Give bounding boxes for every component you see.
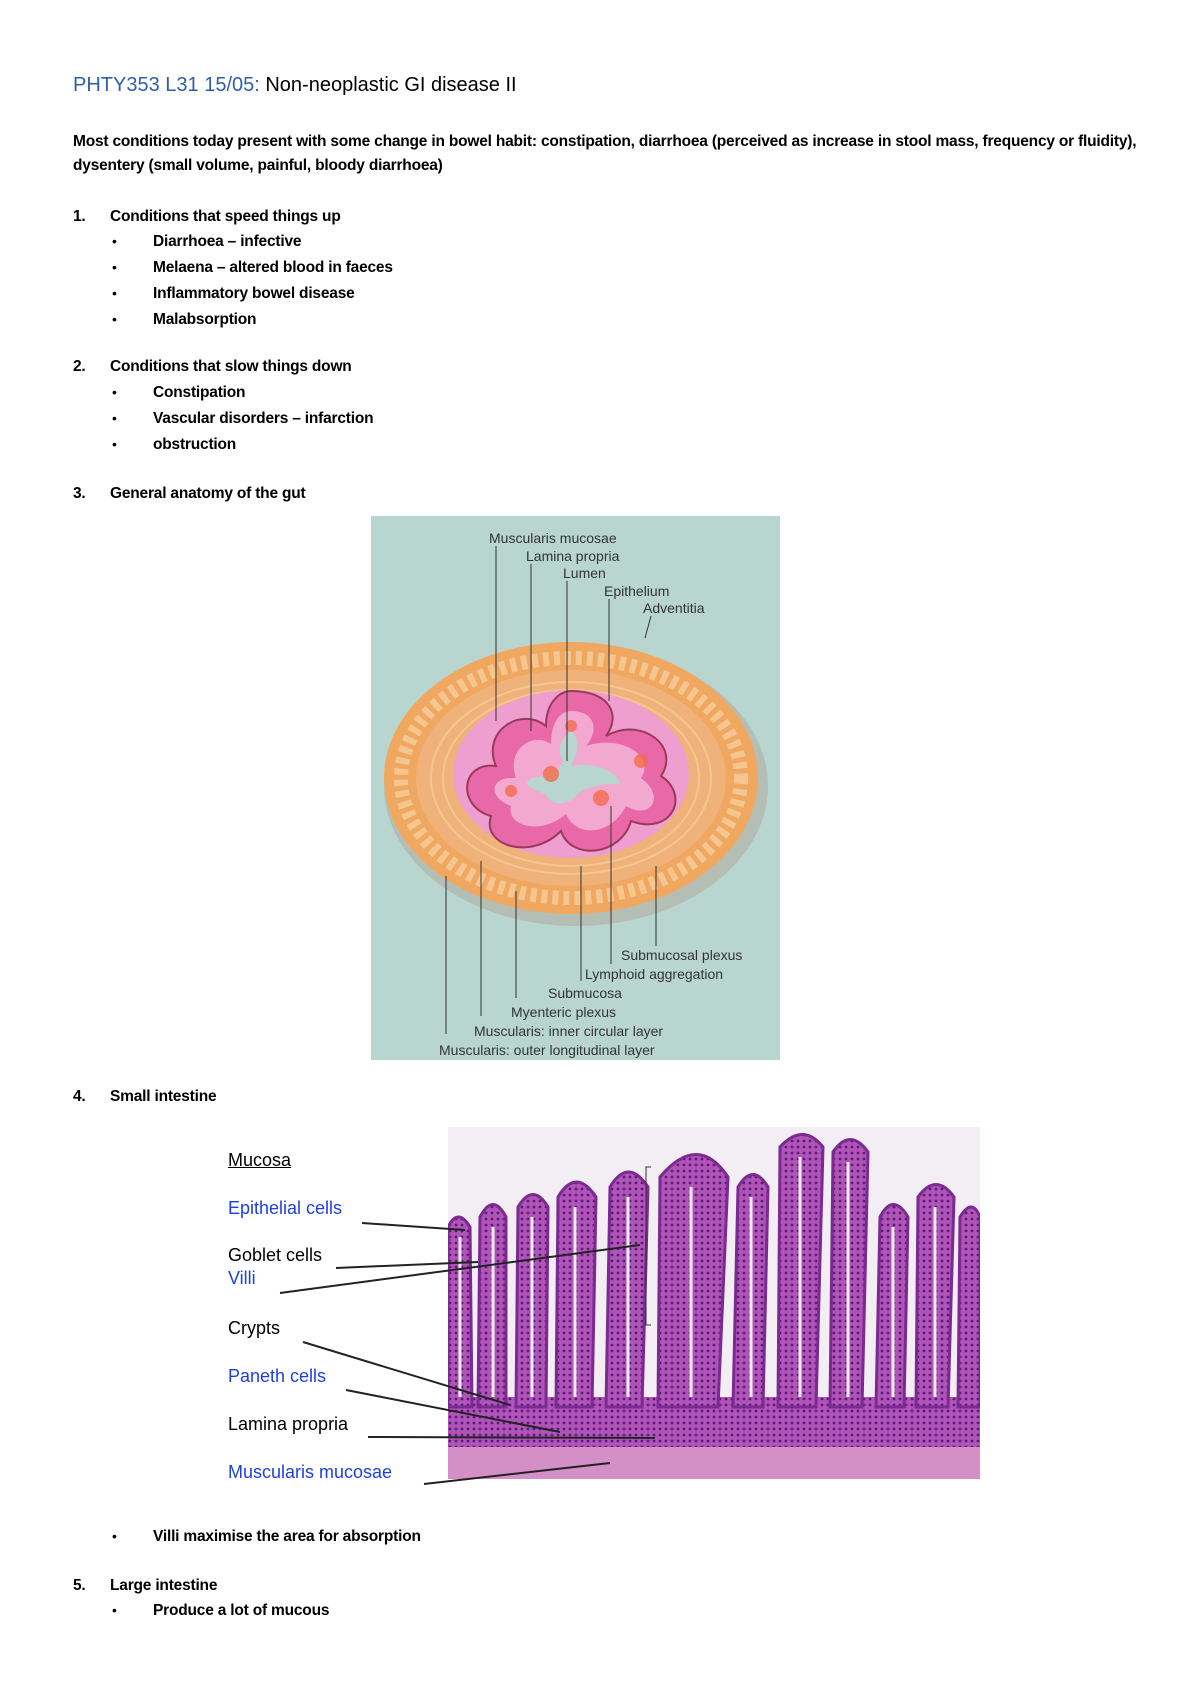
label-inner-circular-layer: Muscularis: inner circular layer (474, 1023, 664, 1039)
label-lymphoid-aggregation: Lymphoid aggregation (585, 966, 724, 982)
label-submucosal-plexus: Submucosal plexus (621, 947, 743, 963)
bullet-icon: • (112, 259, 117, 275)
label-myenteric-plexus: Myenteric plexus (511, 1004, 617, 1020)
list-item: Constipation (153, 384, 246, 401)
bullet-icon: • (112, 1602, 117, 1618)
bullet-icon: • (112, 436, 117, 452)
list-item: Melaena – altered blood in faeces (153, 259, 393, 276)
bullet-icon: • (112, 285, 117, 301)
label-muscularis-mucosae: Muscularis mucosae (228, 1462, 393, 1482)
label-mucosa: Mucosa (228, 1150, 292, 1170)
list-item: Diarrhoea – infective (153, 233, 302, 250)
bullet-icon: • (112, 233, 117, 249)
label-epithelial-cells: Epithelial cells (228, 1198, 343, 1218)
list-item: Villi maximise the area for absorption (153, 1528, 421, 1545)
list-item: Inflammatory bowel disease (153, 285, 355, 302)
label-lumen: Lumen (563, 565, 606, 581)
intro-paragraph: Most conditions today present with some change in bowel habit: constipation, diarrhoea (perceived as increase in stool mass, frequency or fluidity), dysentery (small volume, painful, bloody diarrhoea) (73, 133, 1137, 174)
page-title: PHTY353 L31 15/05: Non-neoplastic GI disease II (73, 74, 517, 96)
label-paneth-cells: Paneth cells (228, 1366, 327, 1386)
label-villi: Villi (228, 1268, 256, 1288)
label-epithelium: Epithelium (604, 583, 670, 599)
label-goblet-cells: Goblet cells (228, 1245, 323, 1265)
section-heading: Conditions that slow things down (110, 358, 352, 375)
bullet-icon: • (112, 1528, 117, 1544)
section-heading: General anatomy of the gut (110, 485, 306, 502)
bullet-icon: • (112, 384, 117, 400)
bullet-icon: • (112, 311, 117, 327)
section-number: 4. (73, 1088, 86, 1105)
section-heading: Large intestine (110, 1577, 218, 1594)
section-heading: Small intestine (110, 1088, 217, 1105)
section-number: 3. (73, 485, 86, 502)
label-outer-longitudinal-layer: Muscularis: outer longitudinal layer (439, 1042, 655, 1058)
label-submucosa: Submucosa (548, 985, 622, 1001)
section-number: 2. (73, 358, 86, 375)
list-item: Malabsorption (153, 311, 257, 328)
label-muscularis-mucosae: Muscularis mucosae (489, 530, 617, 546)
list-item: obstruction (153, 436, 237, 453)
section-heading: Conditions that speed things up (110, 208, 341, 225)
label-lamina-propria: Lamina propria (526, 548, 620, 564)
label-crypts: Crypts (228, 1318, 281, 1338)
section-number: 1. (73, 208, 86, 225)
list-item: Vascular disorders – infarction (153, 410, 374, 427)
list-item: Produce a lot of mucous (153, 1602, 330, 1619)
label-lamina-propria: Lamina propria (228, 1414, 349, 1434)
label-adventitia: Adventitia (643, 600, 705, 616)
section-number: 5. (73, 1577, 86, 1594)
bullet-icon: • (112, 410, 117, 426)
